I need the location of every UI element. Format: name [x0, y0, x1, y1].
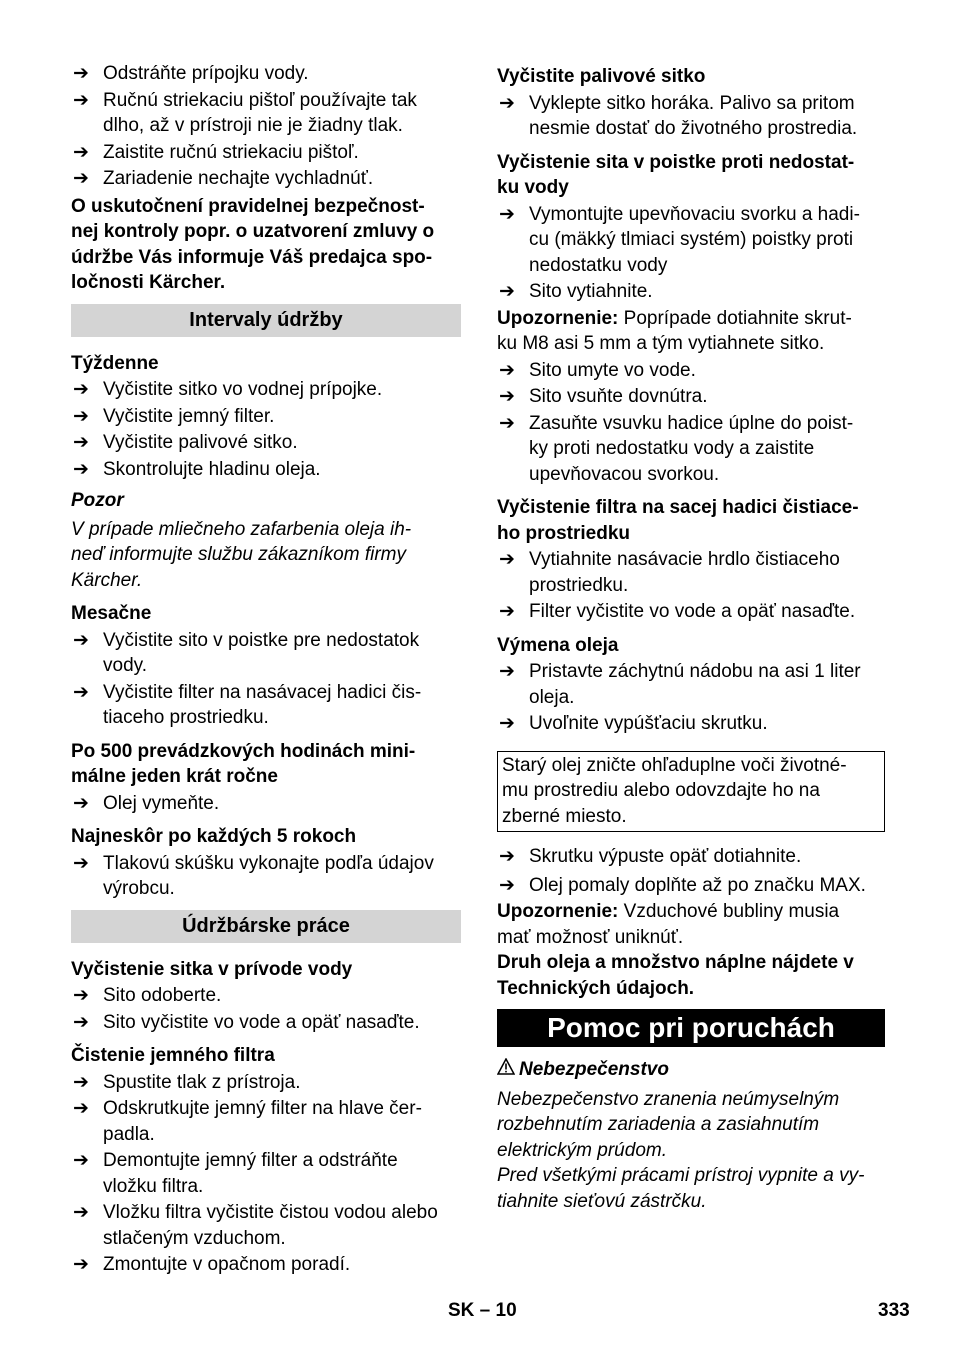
right-column	[497, 64, 885, 1214]
list-item: ➔ Vyčistite sito v poistke pre nedostatok vody.	[73, 629, 420, 676]
arrow-right-icon: ➔	[73, 379, 89, 400]
warning-triangle-icon	[497, 1057, 519, 1083]
heading-monthly: Mesačne	[71, 603, 152, 624]
list-item: ➔ Olej vymeňte.	[71, 791, 461, 817]
list-item: ➔ Vytiahnite nasávacie hrdlo čistiaceho prostriedku.	[499, 549, 840, 596]
arrow-right-icon: ➔	[499, 412, 515, 434]
list-item: ➔ Vyčistite filter na nasávacej hadici čis- tiaceho prostriedku.	[73, 681, 422, 728]
list-item: ➔ Sito vytiahnite.	[497, 279, 885, 305]
list-item: ➔ Zmontujte v opačnom poradí.	[71, 1252, 461, 1278]
arrow-right-icon: ➔	[73, 1071, 89, 1093]
list-item: ➔ Tlakovú skúšku vykonajte podľa údajov výrobcu.	[73, 852, 434, 899]
page-label: SK – 10	[448, 1300, 517, 1321]
arrow-right-icon: ➔	[499, 203, 515, 225]
arrow-right-icon: ➔	[73, 168, 89, 189]
arrow-right-icon: ➔	[499, 359, 515, 381]
list-item: ➔ Vložku filtra vyčistite čistou vodou alebo stlačeným vzduchom.	[73, 1202, 438, 1249]
heading-caution: Pozor	[71, 490, 124, 511]
page-number: 333	[878, 1300, 910, 1321]
list-item: ➔ Sito vsuňte dovnútra.	[497, 384, 885, 410]
list-item: ➔ Olej pomaly doplňte až po značku MAX.	[497, 873, 885, 899]
arrow-right-icon: ➔	[499, 713, 515, 734]
list-item: ➔ Vyčistite jemný filter.	[71, 404, 461, 430]
heading-weekly: Týždenne	[71, 352, 159, 374]
section-title-troubleshooting: Pomoc pri poruchách	[497, 1009, 885, 1047]
arrow-right-icon: ➔	[73, 681, 89, 703]
list-item: ➔ Odstráňte prípojku vody.	[71, 61, 461, 87]
arrow-right-icon: ➔	[73, 1254, 89, 1275]
arrow-right-icon: ➔	[73, 1098, 89, 1119]
list-item: ➔ Ručnú striekaciu pištoľ používajte tak dlho, až v prístroji nie je žiadny tlak.	[73, 89, 417, 136]
arrow-right-icon: ➔	[73, 63, 89, 84]
list-item: ➔ Filter vyčistite vo vode a opäť nasaďte.	[497, 599, 885, 625]
caution-text: V prípade mliečneho zafarbenia oleja ih- neď informujte službu zákazníkom firmy Kärcher.	[71, 518, 412, 591]
heading-water-shortage-sieve: Vyčistenie sita v poistke proti nedostat- ku vody	[497, 151, 855, 198]
list-item: ➔ Zariadenie nechajte vychladnúť.	[71, 166, 461, 192]
list-item: ➔ Sito odoberte.	[71, 983, 461, 1009]
arrow-right-icon: ➔	[73, 852, 89, 874]
heading-suction-filter: Vyčistenie filtra na sacej hadici čistiace- ho prostriedku	[497, 497, 859, 544]
list-item: ➔ Vymontujte upevňovaciu svorku a hadi- cu (mäkký tlmiaci systém) poistky proti nedostatku vody	[499, 203, 860, 276]
list-item: ➔ Sito vyčistite vo vode a opäť nasaďte.	[71, 1010, 461, 1036]
list-item: ➔ Odskrutkujte jemný filter na hlave čer- padla.	[73, 1098, 422, 1145]
arrow-right-icon: ➔	[73, 985, 89, 1006]
environment-notice-box: Starý olej zničte ohľaduplne voči životné- mu prostrediu alebo odovzdajte ho na zberné miesto.	[497, 751, 885, 833]
arrow-right-icon: ➔	[73, 1202, 89, 1223]
arrow-right-icon: ➔	[73, 629, 89, 651]
arrow-right-icon: ➔	[499, 661, 515, 682]
heading-water-inlet-sieve: Vyčistenie sitka v prívode vody	[71, 958, 353, 980]
arrow-right-icon: ➔	[73, 89, 89, 111]
oil-type-notice: Druh oleja a množstvo náplne nájdete v Technických údajoch.	[497, 952, 854, 999]
list-item: ➔ Uvoľnite vypúšťaciu skrutku.	[497, 711, 885, 737]
safety-check-notice: O uskutočnení pravidelnej bezpečnost- nej kontroly popr. o uzatvorení zmluvy o údržbe Vás informuje Váš predajca spo- ločnosti Kärcher.	[71, 195, 435, 293]
heading-fine-filter: Čistenie jemného filtra	[71, 1045, 275, 1066]
list-item: ➔ Pristavte záchytnú nádobu na asi 1 liter oleja.	[499, 661, 861, 708]
list-item: ➔ Zasuňte vsuvku hadice úplne do poist- ky proti nedostatku vody a zaistite upevňovacou svorkou.	[499, 412, 854, 485]
arrow-right-icon: ➔	[499, 92, 515, 114]
list-item: ➔ Spustite tlak z prístroja.	[71, 1070, 461, 1096]
arrow-right-icon: ➔	[73, 141, 89, 163]
section-title-maintenance-work: Údržbárske práce	[71, 910, 461, 943]
arrow-right-icon: ➔	[499, 846, 515, 867]
arrow-right-icon: ➔	[73, 1011, 89, 1033]
list-item: ➔ Skrutku výpuste opäť dotiahnite.	[497, 844, 885, 870]
list-item: ➔ Vyčistite palivové sitko.	[71, 430, 461, 456]
list-item: ➔ Sito umyte vo vode.	[497, 358, 885, 384]
danger-text: Nebezpečenstvo zranenia neúmyselným rozbehnutím zariadenia a zasiahnutím elektrickým prúdom. Pred všetkými prácami prístroj vypnite a vy- tiahnite sieťovú zástrčku.	[497, 1088, 865, 1212]
heading-fuel-sieve: Vyčistite palivové sitko	[497, 66, 706, 87]
arrow-right-icon: ➔	[499, 601, 515, 622]
list-item: ➔ Zaistite ručnú striekaciu pištoľ.	[71, 140, 461, 166]
heading-danger: Nebezpečenstvo	[497, 1057, 885, 1083]
heading-500-hours: Po 500 prevádzkových hodinách mini- málne jeden krát ročne	[71, 740, 416, 787]
arrow-right-icon: ➔	[499, 549, 515, 570]
arrow-right-icon: ➔	[499, 281, 515, 302]
section-title-maintenance-intervals: Intervaly údržby	[71, 304, 461, 337]
heading-oil-change: Výmena oleja	[497, 634, 619, 656]
arrow-right-icon: ➔	[73, 792, 89, 814]
left-column	[71, 60, 461, 1279]
note-air-bubbles: Upozornenie: Vzduchové bubliny musia mať možnosť uniknúť.	[497, 901, 840, 948]
list-item: ➔ Vyčistite sitko vo vodnej prípojke.	[71, 377, 461, 403]
arrow-right-icon: ➔	[73, 1150, 89, 1171]
arrow-right-icon: ➔	[73, 432, 89, 453]
arrow-right-icon: ➔	[499, 386, 515, 407]
arrow-right-icon: ➔	[73, 405, 89, 427]
heading-5-years: Najneskôr po každých 5 rokoch	[71, 826, 357, 847]
list-item: ➔ Skontrolujte hladinu oleja.	[71, 457, 461, 483]
note-screw: Upozornenie: Poprípade dotiahnite skrut- ku M8 asi 5 mm a tým vytiahnete sitko.	[497, 307, 852, 354]
list-item: ➔ Demontujte jemný filter a odstráňte vložku filtra.	[73, 1150, 398, 1197]
arrow-right-icon: ➔	[73, 458, 89, 480]
list-item: ➔ Vyklepte sitko horáka. Palivo sa pritom nesmie dostať do životného prostredia.	[499, 92, 858, 139]
arrow-right-icon: ➔	[499, 874, 515, 896]
